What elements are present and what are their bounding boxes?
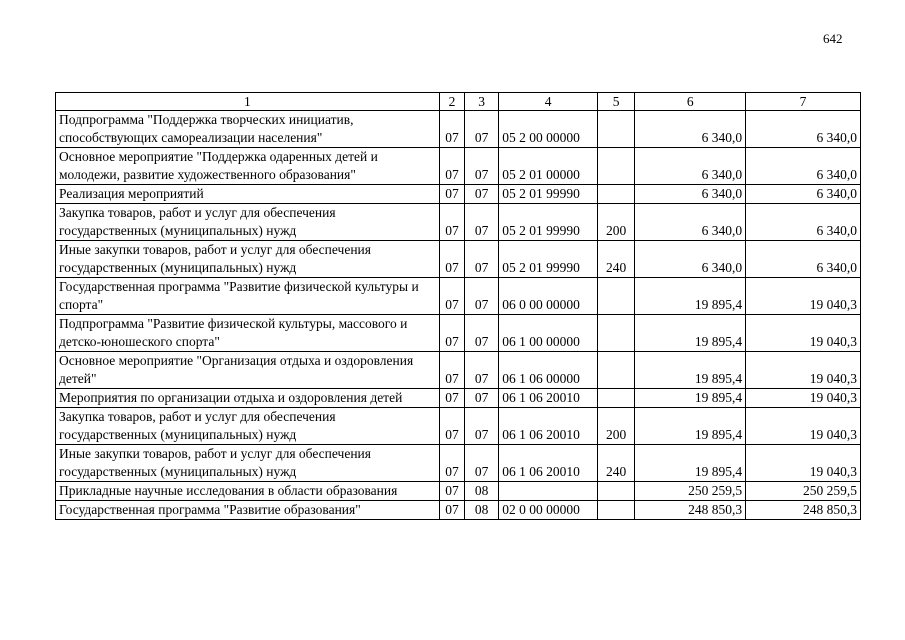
section-code-cell: 07 (439, 204, 464, 241)
target-article-cell: 05 2 01 99990 (499, 241, 598, 278)
table-row (56, 278, 861, 315)
target-article-cell: 06 1 06 20010 (499, 389, 598, 408)
column-header: 6 (635, 93, 746, 111)
column-header: 7 (746, 93, 861, 111)
amount-year1-cell: 19 895,4 (635, 352, 746, 389)
amount-year2-cell: 19 040,3 (746, 408, 861, 445)
subsection-code-cell: 07 (465, 445, 499, 482)
expense-type-cell (598, 278, 635, 315)
page-number: 642 (823, 31, 843, 46)
amount-year2-cell: 19 040,3 (746, 315, 861, 352)
amount-year2-cell: 6 340,0 (746, 241, 861, 278)
target-article-cell (499, 482, 598, 501)
expense-type-cell (598, 501, 635, 520)
amount-year2-cell: 19 040,3 (746, 445, 861, 482)
expense-type-cell: 200 (598, 204, 635, 241)
section-code-cell: 07 (439, 148, 464, 185)
row-name-cell: Закупка товаров, работ и услуг для обеспечения государственных (муниципальных) нужд (56, 204, 440, 241)
expense-type-cell: 240 (598, 445, 635, 482)
amount-year1-cell: 6 340,0 (635, 241, 746, 278)
subsection-code-cell: 07 (465, 408, 499, 445)
section-code-cell: 07 (439, 445, 464, 482)
table-row (56, 148, 861, 185)
expense-type-cell (598, 389, 635, 408)
amount-year2-cell: 19 040,3 (746, 389, 861, 408)
subsection-code-cell: 07 (465, 315, 499, 352)
column-header: 2 (439, 93, 464, 111)
column-header: 3 (465, 93, 499, 111)
row-name-cell: Иные закупки товаров, работ и услуг для обеспечения государственных (муниципальных) нужд (56, 241, 440, 278)
section-code-cell: 07 (439, 241, 464, 278)
table-row (56, 501, 861, 520)
expense-type-cell (598, 352, 635, 389)
table-row (56, 185, 861, 204)
section-code-cell: 07 (439, 408, 464, 445)
row-name-cell: Основное мероприятие "Поддержка одаренных детей и молодежи, развитие художественного образования" (56, 148, 440, 185)
amount-year1-cell: 19 895,4 (635, 408, 746, 445)
budget-table (55, 92, 861, 520)
amount-year1-cell: 19 895,4 (635, 315, 746, 352)
amount-year1-cell: 6 340,0 (635, 204, 746, 241)
amount-year2-cell: 250 259,5 (746, 482, 861, 501)
subsection-code-cell: 08 (465, 501, 499, 520)
section-code-cell: 07 (439, 389, 464, 408)
row-name-cell: Государственная программа "Развитие образования" (56, 501, 440, 520)
expense-type-cell: 200 (598, 408, 635, 445)
subsection-code-cell: 07 (465, 278, 499, 315)
section-code-cell: 07 (439, 111, 464, 148)
expense-type-cell (598, 148, 635, 185)
target-article-cell: 05 2 01 99990 (499, 185, 598, 204)
table-body (56, 93, 861, 520)
row-name-cell: Прикладные научные исследования в области образования (56, 482, 440, 501)
table-row (56, 445, 861, 482)
section-code-cell: 07 (439, 352, 464, 389)
column-header: 5 (598, 93, 635, 111)
table-row (56, 352, 861, 389)
target-article-cell: 05 2 01 99990 (499, 204, 598, 241)
section-code-cell: 07 (439, 482, 464, 501)
amount-year1-cell: 6 340,0 (635, 148, 746, 185)
table-row (56, 389, 861, 408)
subsection-code-cell: 08 (465, 482, 499, 501)
subsection-code-cell: 07 (465, 352, 499, 389)
row-name-cell: Закупка товаров, работ и услуг для обеспечения государственных (муниципальных) нужд (56, 408, 440, 445)
amount-year1-cell: 248 850,3 (635, 501, 746, 520)
target-article-cell: 06 1 06 20010 (499, 408, 598, 445)
section-code-cell: 07 (439, 501, 464, 520)
table-row (56, 204, 861, 241)
target-article-cell: 05 2 00 00000 (499, 111, 598, 148)
row-name-cell: Государственная программа "Развитие физической культуры и спорта" (56, 278, 440, 315)
subsection-code-cell: 07 (465, 111, 499, 148)
row-name-cell: Реализация мероприятий (56, 185, 440, 204)
target-article-cell: 06 0 00 00000 (499, 278, 598, 315)
amount-year2-cell: 19 040,3 (746, 278, 861, 315)
amount-year2-cell: 6 340,0 (746, 148, 861, 185)
amount-year2-cell: 6 340,0 (746, 185, 861, 204)
row-name-cell: Мероприятия по организации отдыха и оздоровления детей (56, 389, 440, 408)
table-row (56, 241, 861, 278)
table-row (56, 111, 861, 148)
target-article-cell: 06 1 06 20010 (499, 445, 598, 482)
row-name-cell: Иные закупки товаров, работ и услуг для обеспечения государственных (муниципальных) нужд (56, 445, 440, 482)
amount-year1-cell: 250 259,5 (635, 482, 746, 501)
amount-year1-cell: 19 895,4 (635, 389, 746, 408)
amount-year2-cell: 19 040,3 (746, 352, 861, 389)
amount-year1-cell: 19 895,4 (635, 445, 746, 482)
table-row (56, 315, 861, 352)
subsection-code-cell: 07 (465, 241, 499, 278)
amount-year1-cell: 6 340,0 (635, 111, 746, 148)
row-name-cell: Основное мероприятие "Организация отдыха и оздоровления детей" (56, 352, 440, 389)
subsection-code-cell: 07 (465, 148, 499, 185)
amount-year2-cell: 6 340,0 (746, 204, 861, 241)
target-article-cell: 02 0 00 00000 (499, 501, 598, 520)
amount-year2-cell: 248 850,3 (746, 501, 861, 520)
expense-type-cell (598, 315, 635, 352)
table-row (56, 482, 861, 501)
section-code-cell: 07 (439, 278, 464, 315)
column-header: 1 (56, 93, 440, 111)
expense-type-cell (598, 111, 635, 148)
row-name-cell: Подпрограмма "Поддержка творческих инициатив, способствующих самореализации населения" (56, 111, 440, 148)
expense-type-cell (598, 185, 635, 204)
expense-type-cell: 240 (598, 241, 635, 278)
section-code-cell: 07 (439, 315, 464, 352)
section-code-cell: 07 (439, 185, 464, 204)
column-header: 4 (499, 93, 598, 111)
subsection-code-cell: 07 (465, 185, 499, 204)
amount-year1-cell: 6 340,0 (635, 185, 746, 204)
target-article-cell: 05 2 01 00000 (499, 148, 598, 185)
expense-type-cell (598, 482, 635, 501)
row-name-cell: Подпрограмма "Развитие физической культуры, массового и детско-юношеского спорта" (56, 315, 440, 352)
column-number-header-row (56, 93, 861, 111)
target-article-cell: 06 1 06 00000 (499, 352, 598, 389)
amount-year2-cell: 6 340,0 (746, 111, 861, 148)
subsection-code-cell: 07 (465, 204, 499, 241)
subsection-code-cell: 07 (465, 389, 499, 408)
amount-year1-cell: 19 895,4 (635, 278, 746, 315)
table-row (56, 408, 861, 445)
target-article-cell: 06 1 00 00000 (499, 315, 598, 352)
